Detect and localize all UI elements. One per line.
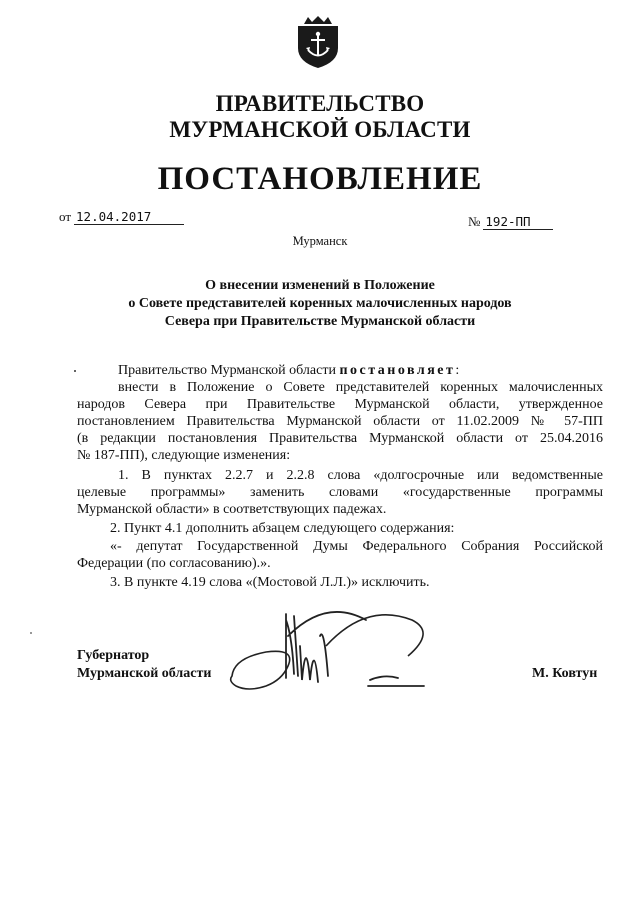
date-field: [59, 209, 184, 225]
document-number: 192-ПП: [483, 214, 553, 230]
signatory-title-line2: Мурманской области: [77, 666, 212, 681]
date-prefix: от: [59, 209, 72, 224]
intro-text: Правительство Мурманской области: [118, 363, 340, 378]
coat-of-arms-icon: [294, 14, 342, 70]
subject-line: о Совете представителей коренных малочисленных народов: [128, 296, 512, 311]
document-date: 12.04.2017: [74, 209, 184, 225]
quote-line: Федерации (по согласованию).».: [77, 556, 271, 571]
city-name: Мурманск: [292, 234, 348, 248]
list-item-line: Мурманской области» в соответствующих падежах.: [77, 502, 387, 517]
signatory-title-line1: Губернатор: [77, 648, 150, 663]
number-field: [468, 214, 553, 230]
organization-name-line2: МУРМАНСКОЙ ОБЛАСТИ: [169, 117, 471, 142]
paragraph-line: внести в Положение о Совете представителей коренных малочисленных: [118, 380, 603, 395]
list-item-line: 1. В пунктах 2.2.7 и 2.2.8 слова «долгосрочные или ведомственные: [118, 468, 603, 483]
scan-speck: [30, 632, 32, 634]
list-item-line: 2. Пункт 4.1 дополнить абзацем следующего содержания:: [110, 521, 455, 536]
paragraph-line: (в редакции постановления Правительства Мурманской области от 25.04.2016: [77, 431, 603, 446]
intro-verb: постановляет: [339, 363, 456, 378]
subject-line: Севера при Правительстве Мурманской области: [164, 314, 476, 329]
list-item-line: целевые программы» заменить словами «государственные программы: [77, 485, 603, 500]
list-item-line: 3. В пункте 4.19 слова «(Мостовой Л.Л.)» исключить.: [110, 575, 430, 590]
intro-line: [118, 363, 459, 380]
subject-line: О внесении изменений в Положение: [205, 278, 435, 293]
scan-speck: [74, 370, 76, 372]
paragraph-line: № 187-ПП), следующие изменения:: [77, 448, 291, 463]
organization-name-line1: ПРАВИТЕЛЬСТВО: [215, 91, 425, 116]
paragraph-line: народов Севера при Правительстве Мурманской области, утвержденное: [77, 397, 603, 412]
paragraph-line: постановлением Правительства Мурманской области от 11.02.2009 № 57-ПП: [77, 414, 603, 429]
number-prefix: №: [468, 214, 481, 229]
handwritten-signature-icon: [226, 606, 466, 706]
quote-line: «- депутат Государственной Думы Федерального Собрания Российской: [110, 539, 603, 554]
intro-colon: :: [455, 363, 460, 378]
document-type-title: ПОСТАНОВЛЕНИЕ: [157, 161, 483, 197]
signatory-name: М. Ковтун: [532, 666, 598, 681]
